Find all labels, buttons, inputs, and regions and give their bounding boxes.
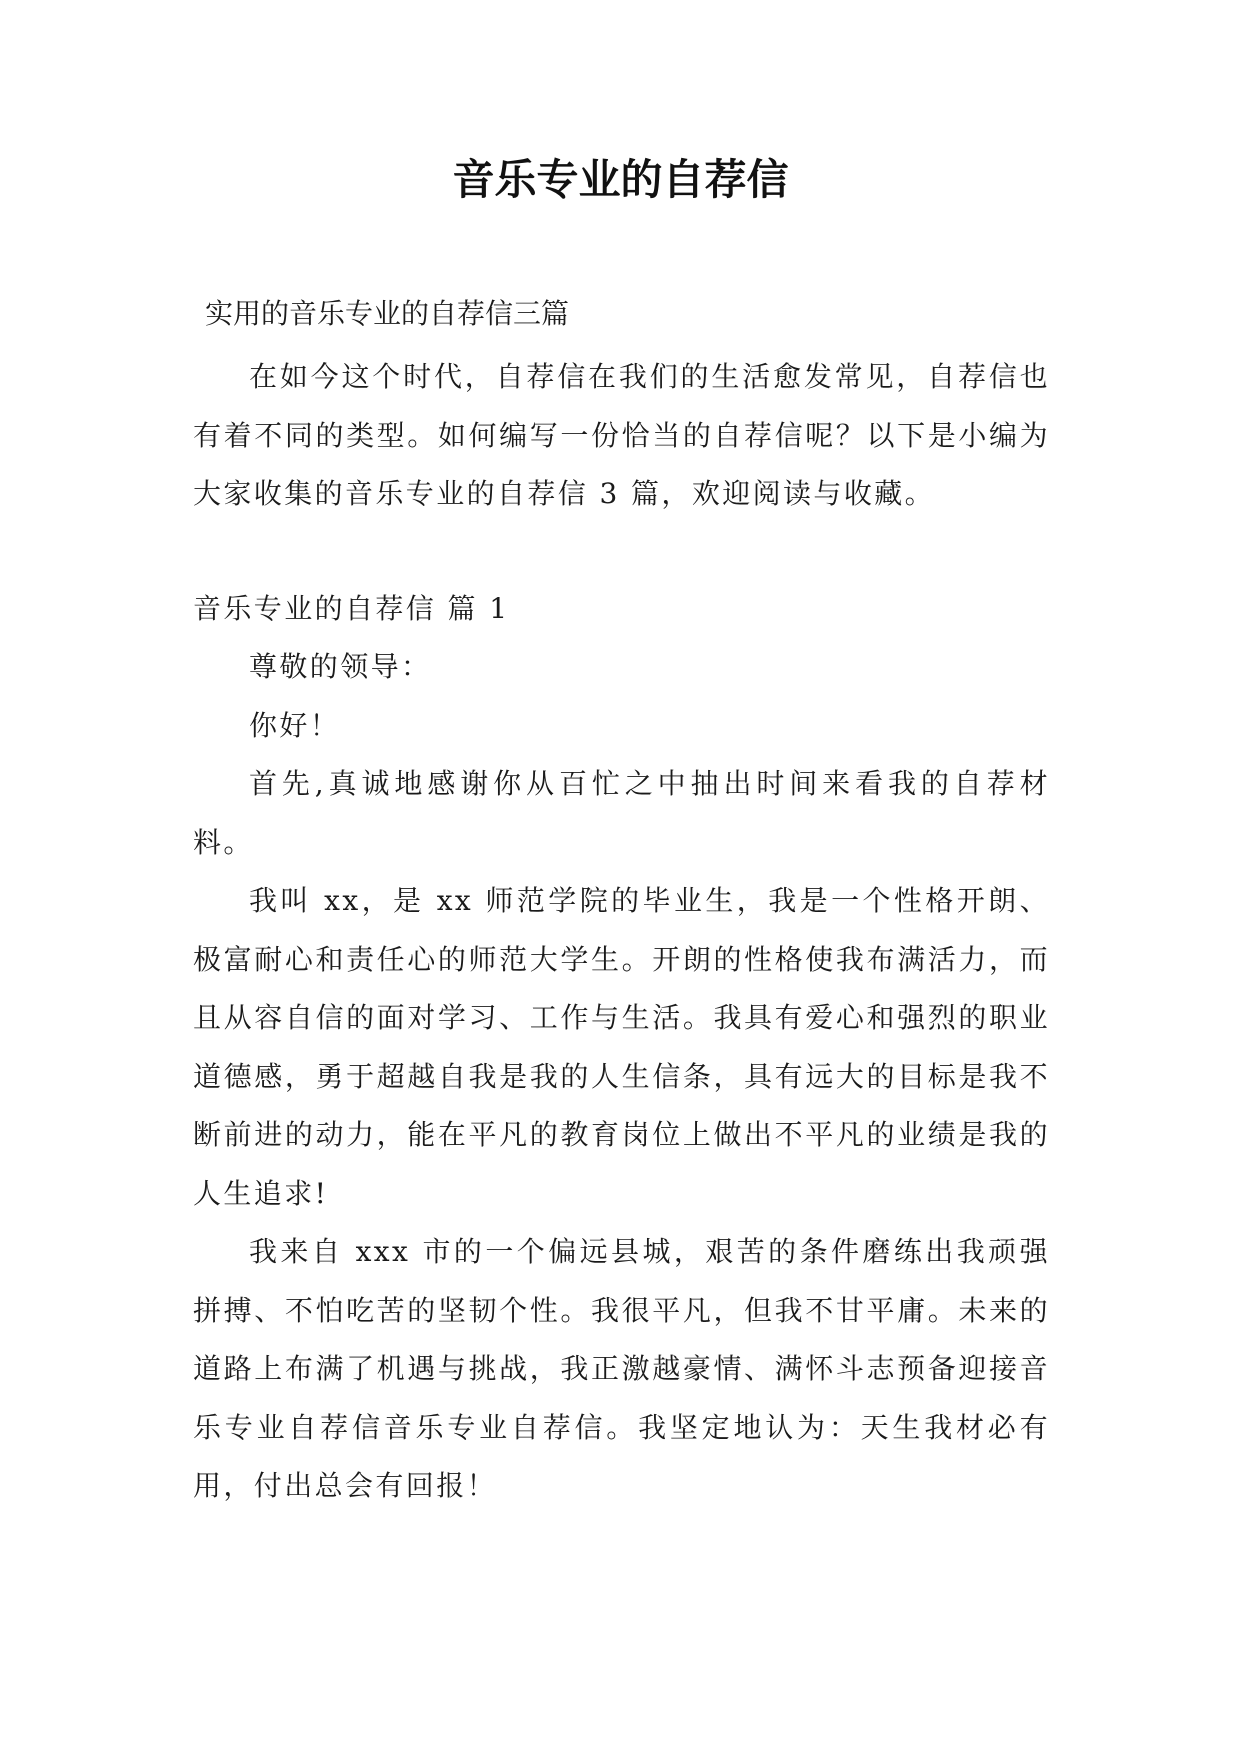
document-subtitle: 实用的音乐专业的自荐信三篇 <box>205 297 570 330</box>
body-paragraph: 我来自 xxx 市的一个偏远县城，艰苦的条件磨练出我顽强拼搏、不怕吃苦的坚韧个性。我很平凡，但我不甘平庸。未来的道路上布满了机遇与挑战，我正激越豪情、满怀斗志预备迎接音乐专业自荐信音乐专业自荐信。我坚定地认为：天生我材必有用，付出总会有回报！ <box>193 1235 1050 1502</box>
document-title: 音乐专业的自荐信 <box>452 155 789 204</box>
body-paragraph: 首先,真诚地感谢你从百忙之中抽出时间来看我的自荐材料。 <box>193 767 1050 859</box>
body-paragraph: 我叫 xx，是 xx 师范学院的毕业生，我是一个性格开朗、极富耐心和责任心的师范大学生。开朗的性格使我布满活力，而且从容自信的面对学习、工作与生活。我具有爱心和强烈的职业道德感，勇于超越自我是我的人生信条，具有远大的目标是我不断前进的动力，能在平凡的教育岗位上做出不平凡的业绩是我的人生追求! <box>193 884 1050 1210</box>
intro-paragraph: 在如今这个时代，自荐信在我们的生活愈发常见，自荐信也有着不同的类型。如何编写一份恰当的自荐信呢？以下是小编为大家收集的音乐专业的自荐信 3 篇，欢迎阅读与收藏。 <box>193 360 1050 510</box>
salutation: 尊敬的领导： <box>249 650 432 683</box>
section-heading: 音乐专业的自荐信 篇 1 <box>193 591 510 625</box>
document-body <box>193 348 1050 1516</box>
greeting: 你好！ <box>249 708 341 742</box>
